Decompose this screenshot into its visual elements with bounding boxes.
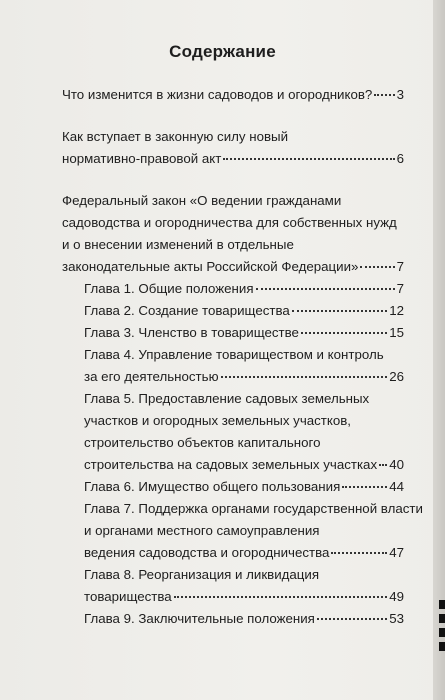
- dot-leader: [223, 158, 394, 160]
- toc-entry-line: Глава 5. Предоставление садовых земельных: [84, 391, 370, 406]
- page-number: 26: [389, 369, 404, 384]
- edge-mark: [439, 628, 445, 637]
- toc-chapter-entry: [84, 322, 404, 344]
- toc-entry-text: ведения садоводства и огородничества: [84, 545, 330, 560]
- toc-entry-final-line: [84, 542, 404, 564]
- dot-leader: [317, 618, 387, 620]
- page-number: 53: [389, 611, 404, 626]
- dot-leader: [342, 486, 387, 488]
- toc-entry-line: Глава 4. Управление товариществом и контроль: [84, 347, 384, 362]
- dot-leader: [379, 464, 387, 466]
- dot-leader: [374, 94, 394, 96]
- toc-entry-final-line: [62, 256, 404, 278]
- page-number: 7: [396, 281, 404, 296]
- toc-entry-final-line: [84, 278, 404, 300]
- toc-chapter-entry: [84, 278, 404, 300]
- dot-leader: [292, 310, 387, 312]
- page-number: 49: [389, 589, 404, 604]
- toc-entry-text: строительства на садовых земельных участках: [84, 457, 378, 472]
- dot-leader: [174, 596, 388, 598]
- toc-chapter-entry: [84, 476, 404, 498]
- toc-entry-text: нормативно-правовой акт: [62, 151, 222, 166]
- toc-entry-final-line: [84, 366, 404, 388]
- toc-entry-line: участков и огородных земельных участков,: [84, 413, 351, 428]
- toc-chapter-entry: [84, 300, 404, 322]
- toc-entry-final-line: [84, 322, 404, 344]
- edge-mark: [439, 614, 445, 623]
- toc-chapter-entry: [84, 388, 404, 476]
- dot-leader: [360, 266, 394, 268]
- toc-entry-line: Как вступает в законную силу новый: [62, 129, 289, 144]
- toc-entry-text: законодательные акты Российской Федерации»: [62, 259, 359, 274]
- page-number: 47: [389, 545, 404, 560]
- dot-leader: [221, 376, 388, 378]
- toc-entry-text: за его деятельностью: [84, 369, 219, 384]
- page-edge: [433, 0, 445, 700]
- page-number: 3: [396, 87, 404, 102]
- toc-entry-line: Федеральный закон «О ведении гражданами: [62, 193, 342, 208]
- table-of-contents: [62, 84, 423, 630]
- page-number: 6: [396, 151, 404, 166]
- page-number: 15: [389, 325, 404, 340]
- toc-entry-text: товарищества: [84, 589, 172, 604]
- dot-leader: [256, 288, 395, 290]
- toc-chapter-entry: [84, 564, 404, 608]
- toc-entry: [62, 126, 404, 170]
- page-number: 7: [396, 259, 404, 274]
- toc-entry-text: Глава 2. Создание товарищества: [84, 303, 290, 318]
- toc-entry-final-line: [84, 608, 404, 630]
- page-number: 12: [389, 303, 404, 318]
- toc-entry: [62, 84, 404, 106]
- dot-leader: [331, 552, 387, 554]
- toc-chapter-entry: [84, 498, 423, 564]
- toc-entry-final-line: [84, 476, 404, 498]
- page-number: 44: [389, 479, 404, 494]
- toc-entry-line: Глава 8. Реорганизация и ликвидация: [84, 567, 320, 582]
- toc-chapter-entry: [84, 608, 404, 630]
- toc-entry-text: Глава 9. Заключительные положения: [84, 611, 315, 626]
- page-title: Содержание: [169, 42, 276, 61]
- edge-mark: [439, 642, 445, 651]
- toc-entry: [62, 190, 404, 278]
- toc-entry-final-line: [84, 454, 404, 476]
- toc-chapter-entry: [84, 344, 404, 388]
- toc-entry-line: строительство объектов капитального: [84, 435, 321, 450]
- edge-mark: [439, 600, 445, 609]
- toc-entry-text: Глава 1. Общие положения: [84, 281, 254, 296]
- dot-leader: [301, 332, 387, 334]
- toc-entry-line: Глава 7. Поддержка органами государственной власти: [84, 501, 423, 516]
- page-number: 40: [389, 457, 404, 472]
- toc-entry-final-line: [62, 84, 404, 106]
- toc-entry-final-line: [84, 300, 404, 322]
- toc-entry-line: и о внесении изменений в отдельные: [62, 237, 294, 252]
- toc-entry-final-line: [84, 586, 404, 608]
- toc-entry-line: и органами местного самоуправления: [84, 523, 320, 538]
- toc-entry-line: садоводства и огородничества для собственных нужд: [62, 215, 397, 230]
- toc-entry-text: Глава 6. Имущество общего пользования: [84, 479, 341, 494]
- toc-entry-final-line: [62, 148, 404, 170]
- toc-entry-text: Глава 3. Членство в товариществе: [84, 325, 299, 340]
- toc-entry-text: Что изменится в жизни садоводов и огородников?: [62, 87, 373, 102]
